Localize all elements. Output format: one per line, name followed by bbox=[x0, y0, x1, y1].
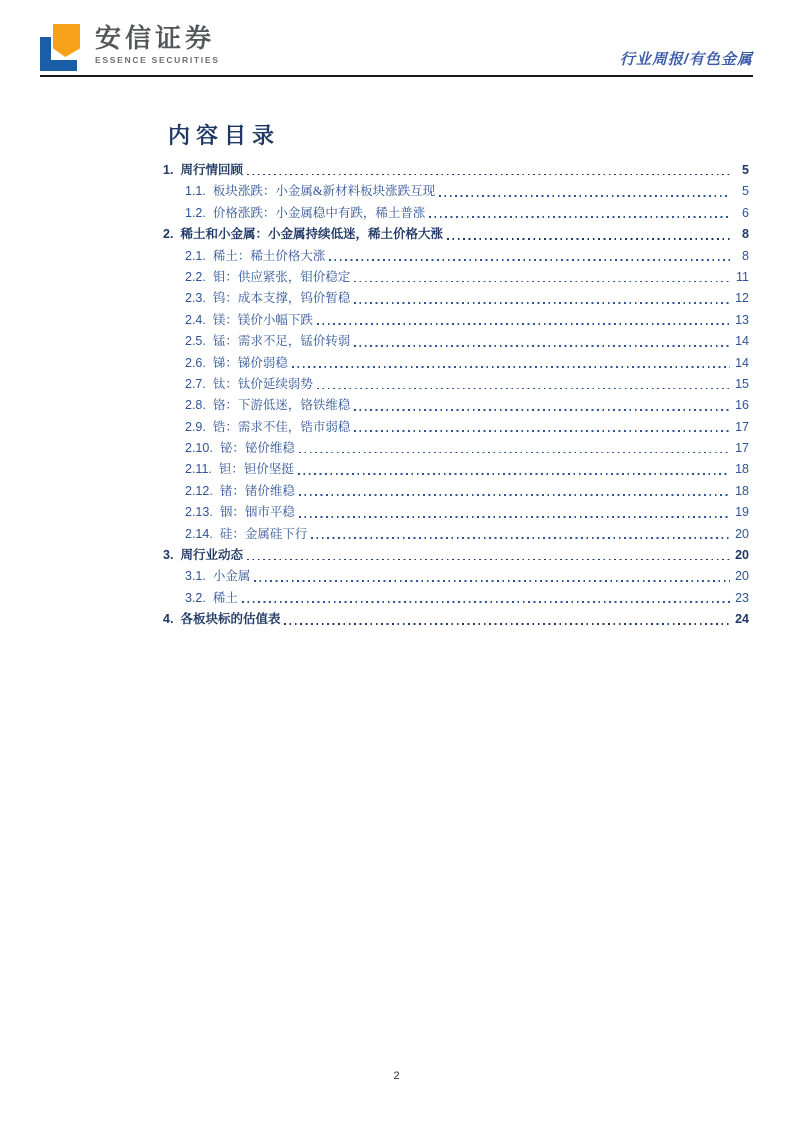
toc-entry[interactable] bbox=[163, 224, 749, 245]
toc-entry-title: 锗：锗价维稳 bbox=[219, 483, 295, 498]
toc-entry[interactable] bbox=[163, 438, 749, 459]
toc-entry-page: 8 bbox=[742, 227, 749, 242]
toc-entry-number: 2.4. bbox=[185, 312, 206, 327]
toc-entry-title: 镁：镁价小幅下跌 bbox=[212, 312, 313, 327]
page-header bbox=[40, 24, 753, 71]
toc-entry[interactable] bbox=[163, 524, 749, 545]
toc-entry-title: 价格涨跌：小金属稳中有跌，稀土普涨 bbox=[212, 205, 426, 220]
toc-entry[interactable] bbox=[163, 267, 749, 288]
toc-dot-leader bbox=[317, 374, 730, 395]
toc-entry-title: 钛：钛价延续弱势 bbox=[212, 376, 313, 391]
brand-name-english: ESSENCE SECURITIES bbox=[95, 55, 220, 65]
toc-entry-title: 铟：铟市平稳 bbox=[219, 505, 295, 520]
toc-entry[interactable] bbox=[163, 181, 749, 202]
toc-entry-page: 17 bbox=[735, 441, 749, 456]
toc-dot-leader bbox=[247, 160, 730, 181]
toc-dot-leader bbox=[299, 502, 730, 523]
toc-entry-page: 18 bbox=[735, 462, 749, 477]
toc-entry-number: 2.5. bbox=[185, 334, 206, 349]
toc-entry[interactable] bbox=[163, 481, 749, 502]
toc-entry-page: 24 bbox=[735, 612, 749, 627]
toc-entry-title: 稀土和小金属：小金属持续低迷，稀土价格大涨 bbox=[180, 227, 443, 242]
toc-entry-number: 4. bbox=[163, 612, 174, 627]
toc-entry-page: 17 bbox=[735, 419, 749, 434]
toc-entry-page: 14 bbox=[735, 334, 749, 349]
footer-page-number: 2 bbox=[393, 1070, 400, 1082]
toc-entry[interactable] bbox=[163, 545, 749, 566]
toc-entry-page: 5 bbox=[742, 163, 749, 177]
toc-entry-number: 3. bbox=[163, 548, 174, 563]
toc-entry-title: 周行业动态 bbox=[180, 548, 243, 563]
toc-dot-leader bbox=[447, 224, 730, 245]
toc-entry[interactable] bbox=[163, 417, 749, 438]
toc-entry-page: 23 bbox=[735, 590, 749, 605]
toc-entry[interactable] bbox=[163, 310, 749, 331]
toc-entry-number: 2.1. bbox=[185, 248, 206, 263]
toc-entry-page: 11 bbox=[736, 269, 749, 284]
toc-dot-leader bbox=[329, 246, 730, 267]
brand-logo bbox=[40, 24, 220, 71]
toc-entry-title: 硅：金属硅下行 bbox=[219, 526, 308, 541]
toc-entry-page: 13 bbox=[735, 312, 749, 327]
toc-entry-title: 钨：成本支撑，钨价暂稳 bbox=[212, 291, 351, 306]
brand-name-chinese: 安信证券 bbox=[95, 23, 216, 53]
brand-text bbox=[95, 24, 220, 65]
toc-entry-number: 1. bbox=[163, 163, 174, 177]
toc-entry[interactable] bbox=[163, 609, 749, 630]
toc-list bbox=[163, 160, 749, 631]
toc-entry[interactable] bbox=[163, 588, 749, 609]
toc-entry-title: 锑：锑价弱稳 bbox=[212, 355, 288, 370]
toc-entry-page: 15 bbox=[735, 376, 749, 391]
toc-entry-page: 18 bbox=[735, 483, 749, 498]
toc-entry[interactable] bbox=[163, 353, 749, 374]
toc-entry-title: 板块涨跌：小金属&新材料板块涨跌互现 bbox=[212, 184, 436, 199]
toc-dot-leader bbox=[317, 310, 730, 331]
toc-dot-leader bbox=[354, 331, 730, 352]
toc-dot-leader bbox=[299, 481, 730, 502]
toc-entry-title: 铬：下游低迷，铬铁维稳 bbox=[212, 398, 351, 413]
toc-entry-title: 铋：铋价维稳 bbox=[219, 441, 295, 456]
toc-entry[interactable] bbox=[163, 331, 749, 352]
toc-dot-leader bbox=[299, 438, 730, 459]
toc-dot-leader bbox=[292, 353, 730, 374]
toc-entry-number: 1.1. bbox=[185, 184, 206, 199]
toc-entry[interactable] bbox=[163, 502, 749, 523]
toc-entry-page: 14 bbox=[735, 355, 749, 370]
toc-entry-number: 2.9. bbox=[185, 419, 206, 434]
toc-entry-page: 16 bbox=[735, 398, 749, 413]
toc-entry[interactable] bbox=[163, 246, 749, 267]
toc-entry-number: 2.6. bbox=[185, 355, 206, 370]
toc-dot-leader bbox=[429, 203, 730, 224]
toc-entry-title: 锆：需求不佳，锆市弱稳 bbox=[212, 419, 351, 434]
toc-dot-leader bbox=[247, 545, 730, 566]
toc-entry-number: 3.2. bbox=[185, 590, 206, 605]
toc-dot-leader bbox=[354, 395, 730, 416]
toc-entry-number: 2.7. bbox=[185, 376, 206, 391]
toc-entry-title: 周行情回顾 bbox=[180, 163, 243, 177]
toc-entry-number: 2. bbox=[163, 227, 174, 242]
essence-securities-logo-icon bbox=[40, 24, 86, 71]
toc-entry-page: 20 bbox=[735, 569, 749, 584]
toc-entry-page: 8 bbox=[742, 248, 749, 263]
toc-entry[interactable] bbox=[163, 374, 749, 395]
toc-entry[interactable] bbox=[163, 459, 749, 480]
toc-entry-title: 钼：供应紧张，钼价稳定 bbox=[212, 269, 351, 284]
header-divider bbox=[40, 75, 753, 77]
toc-entry[interactable] bbox=[163, 395, 749, 416]
toc-dot-leader bbox=[311, 524, 730, 545]
toc-dot-leader bbox=[284, 609, 730, 630]
toc-entry-page: 6 bbox=[742, 205, 749, 220]
toc-entry-number: 2.12. bbox=[185, 483, 213, 498]
toc-entry[interactable] bbox=[163, 288, 749, 309]
toc-entry-title: 锰：需求不足，锰价转弱 bbox=[212, 334, 351, 349]
toc-entry[interactable] bbox=[163, 203, 749, 224]
toc-entry-title: 稀土：稀土价格大涨 bbox=[212, 248, 326, 263]
toc-dot-leader bbox=[354, 267, 730, 288]
toc-entry-title: 钽：钽价坚挺 bbox=[218, 462, 294, 477]
toc-entry-page: 5 bbox=[742, 184, 749, 199]
toc-entry[interactable] bbox=[163, 160, 749, 181]
toc-dot-leader bbox=[254, 566, 730, 587]
toc-entry-number: 1.2. bbox=[185, 205, 206, 220]
toc-entry-page: 12 bbox=[735, 291, 749, 306]
toc-entry[interactable] bbox=[163, 566, 749, 587]
toc-dot-leader bbox=[354, 288, 730, 309]
logo-blue-bottom-bar bbox=[40, 60, 77, 71]
toc-entry-page: 20 bbox=[735, 526, 749, 541]
toc-dot-leader bbox=[242, 588, 730, 609]
logo-orange-cube-face bbox=[53, 24, 80, 57]
report-category-label: 行业周报/有色金属 bbox=[619, 51, 753, 68]
toc-entry-number: 2.8. bbox=[185, 398, 206, 413]
toc-entry-number: 2.14. bbox=[185, 526, 213, 541]
toc-entry-page: 20 bbox=[735, 548, 749, 563]
toc-title: 内容目录 bbox=[168, 123, 281, 148]
toc-dot-leader bbox=[298, 459, 730, 480]
toc-entry-number: 3.1. bbox=[185, 569, 206, 584]
toc-entry-title: 小金属 bbox=[212, 569, 251, 584]
toc-entry-number: 2.11. bbox=[185, 462, 212, 477]
toc-entry-title: 各板块标的估值表 bbox=[180, 612, 281, 627]
toc-entry-number: 2.3. bbox=[185, 291, 206, 306]
toc-entry-number: 2.10. bbox=[185, 441, 213, 456]
toc-entry-title: 稀土 bbox=[212, 590, 238, 605]
toc-entry-number: 2.13. bbox=[185, 505, 213, 520]
toc-dot-leader bbox=[439, 181, 730, 202]
toc-dot-leader bbox=[354, 417, 730, 438]
toc-entry-page: 19 bbox=[735, 505, 749, 520]
toc-entry-number: 2.2. bbox=[185, 269, 206, 284]
